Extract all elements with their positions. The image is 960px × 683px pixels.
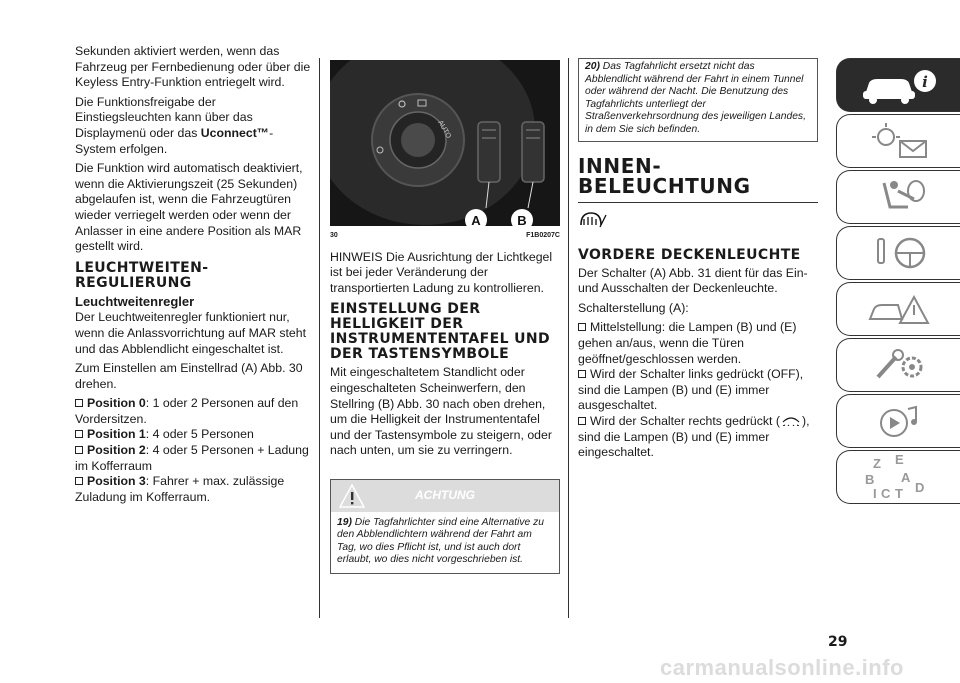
section-heading: INNEN-BELEUCHTUNG: [578, 154, 751, 198]
figure-caption: [330, 228, 560, 244]
list-item: [75, 396, 312, 427]
heading-rule: [578, 202, 818, 203]
uconnect-label: Uconnect™: [200, 125, 270, 140]
text: Die Funktionsfreigabe der Einstiegsleuchten kann über das Displaymenü oder das: [75, 94, 253, 140]
key-steering-icon: [864, 233, 934, 273]
tab-road-warning[interactable]: [836, 282, 960, 336]
airbag-seat-icon: [864, 177, 934, 217]
warning-text: [331, 512, 559, 573]
note-number: 20): [585, 61, 600, 72]
index-letter: C: [880, 486, 890, 501]
paragraph: Der Schalter (A) Abb. 31 dient für das Ein- und Ausschalten der Deckenleuchte.: [578, 265, 808, 296]
bullet-box-icon: [75, 446, 83, 454]
section-heading: LEUCHTWEITEN-REGULIERUNG: [75, 259, 209, 291]
paragraph: Sekunden aktiviert werden, wenn das Fahrzeug per Fernbedienung oder über die Keyless Entry-Funktion entriegelt wird.: [75, 44, 311, 90]
svg-text:i: i: [921, 73, 928, 91]
tab-car-info[interactable]: [836, 58, 960, 112]
list-item: [578, 367, 818, 414]
index-letter: I: [872, 486, 877, 501]
position-label: Position 2: [87, 443, 146, 458]
paragraph: Mit eingeschaltetem Standlicht oder eingeschalteten Scheinwerfern, den Stellring (B) Abb. 30 nach oben drehen, um die Helligkeit der Instrumententafel und der Tastensymbole zu steigern, oder nach unten, um sie zu verringern.: [330, 365, 552, 458]
warning-triangle-icon: [339, 484, 365, 508]
auto-label: AUTO: [436, 119, 452, 140]
position-label: Position 1: [87, 427, 146, 442]
tab-media[interactable]: [836, 394, 960, 448]
light-switch-illustration: [330, 60, 560, 226]
note-box: [578, 58, 818, 142]
column-divider: [319, 58, 320, 618]
callout-a-label: A: [471, 213, 481, 226]
bullet-box-icon: [578, 370, 586, 378]
bullet-box-icon: [75, 430, 83, 438]
light-on-icon: [780, 414, 802, 426]
tab-wrench-gear[interactable]: [836, 338, 960, 392]
warning-title: ACHTUNG: [415, 488, 475, 503]
position-text: : 4 oder 5 Personen + Ladung im Kofferraum: [75, 443, 309, 473]
figure-code: F1B0207C: [526, 232, 560, 239]
interior-light-icon: [578, 209, 608, 229]
index-letter: D: [914, 480, 924, 495]
list-item: [578, 414, 818, 461]
index-icon: [859, 452, 939, 502]
column-left: [75, 44, 312, 505]
paragraph: [75, 95, 312, 157]
tab-airbag-seat[interactable]: [836, 170, 960, 224]
note-text: Die Tagfahrlichter sind eine Alternative zu den Abblendlichtern während der Fahrt am Tag, wo dies Pflicht ist, und ist auch dort erlaubt, wo dies nicht vorgeschrieben ist.: [337, 516, 545, 566]
paragraph: Die Funktion wird automatisch deaktiviert, wenn die Aktivierungszeit (25 Sekunden) abgelaufen ist, wenn die Fahrzeugtüren wieder verriegelt werden oder wenn der Anlasser in eine andere Position als MAR gestellt wird.: [75, 161, 303, 254]
position-label: Position 3: [87, 474, 146, 489]
tab-index[interactable]: [836, 450, 960, 504]
column-right: [578, 58, 818, 461]
callout-b-label: B: [517, 213, 527, 226]
text: -System erfolgen.: [75, 125, 274, 156]
tab-key-steering[interactable]: [836, 226, 960, 280]
warning-box: [330, 479, 560, 574]
list-text: ), sind die Lampen (B) und (E) immer eingeschaltet.: [578, 413, 810, 460]
list-text: Mittelstellung: die Lampen (B) und (E) gehen an/aus, wenn die Türen geöffnet/geschlossen werden.: [578, 320, 797, 366]
index-letter: B: [864, 472, 874, 487]
index-letter: A: [900, 470, 910, 485]
note-number: 19): [337, 516, 352, 528]
sub-section-heading: VORDERE DECKENLEUCHTE: [578, 246, 801, 263]
column-divider: [568, 58, 569, 618]
bullet-box-icon: [578, 323, 586, 331]
list-text: Wird der Schalter rechts gedrückt (: [590, 413, 780, 428]
sub-heading: Leuchtweitenregler: [75, 293, 195, 309]
warning-header: [331, 480, 559, 512]
watermark: carmanualsonline.info: [660, 655, 904, 680]
car-info-icon: [859, 65, 939, 105]
index-letter: E: [894, 452, 904, 467]
light-switch-figure: [330, 60, 560, 226]
media-icon: [864, 401, 934, 441]
index-letter: Z: [872, 456, 881, 471]
page-number: 29: [828, 634, 848, 650]
paragraph: Schalterstellung (A):: [578, 300, 689, 315]
road-warning-icon: [864, 289, 934, 329]
position-list: [75, 396, 312, 505]
list-text: Wird der Schalter links gedrückt (OFF), sind die Lampen (B) und (E) immer ausgeschaltet.: [578, 367, 804, 413]
list-item: [578, 320, 818, 367]
position-text: : 1 oder 2 Personen auf den Vordersitzen.: [75, 396, 299, 426]
paragraph: Zum Einstellen am Einstellrad (A) Abb. 30 drehen.: [75, 361, 303, 391]
tab-warning-lights[interactable]: [836, 114, 960, 168]
list-item: [75, 443, 312, 474]
list-item: [75, 427, 312, 443]
position-text: : 4 oder 5 Personen: [145, 427, 254, 442]
column-middle: [330, 60, 560, 574]
paragraph: Der Leuchtweitenregler funktioniert nur, wenn die Anlassvorrichtung auf MAR steht und das Abblendlicht eingeschaltet ist.: [75, 310, 307, 356]
list-item: [75, 474, 312, 505]
bullet-box-icon: [75, 477, 83, 485]
note-text: Das Tagfahrlicht ersetzt nicht das Abblendlicht während der Fahrt in einem Tunnel oder während der Nacht. Die Benutzung des Tagfahrlichts unterliegt der Straßenverkehrsordnung des jeweiligen Landes, in dem Sie sich befinden.: [585, 61, 806, 135]
position-text: : Fahrer + max. zulässige Zuladung im Kofferraum.: [75, 474, 285, 504]
section-heading: EINSTELLUNG DER HELLIGKEIT DER INSTRUMENTENTAFEL UND DER TASTENSYMBOLE: [330, 301, 551, 363]
warning-lights-icon: [864, 121, 934, 161]
chapter-tabs: [828, 58, 960, 506]
paragraph: HINWEIS Die Ausrichtung der Lichtkegel ist bei jeder Veränderung der transportierten Ladung zu kontrollieren.: [330, 249, 553, 295]
bullet-box-icon: [578, 417, 586, 425]
wrench-gear-icon: [864, 345, 934, 385]
figure-number: 30: [330, 232, 338, 239]
index-letter: T: [894, 486, 903, 501]
position-label: Position 0: [87, 396, 146, 411]
bullet-box-icon: [75, 399, 83, 407]
